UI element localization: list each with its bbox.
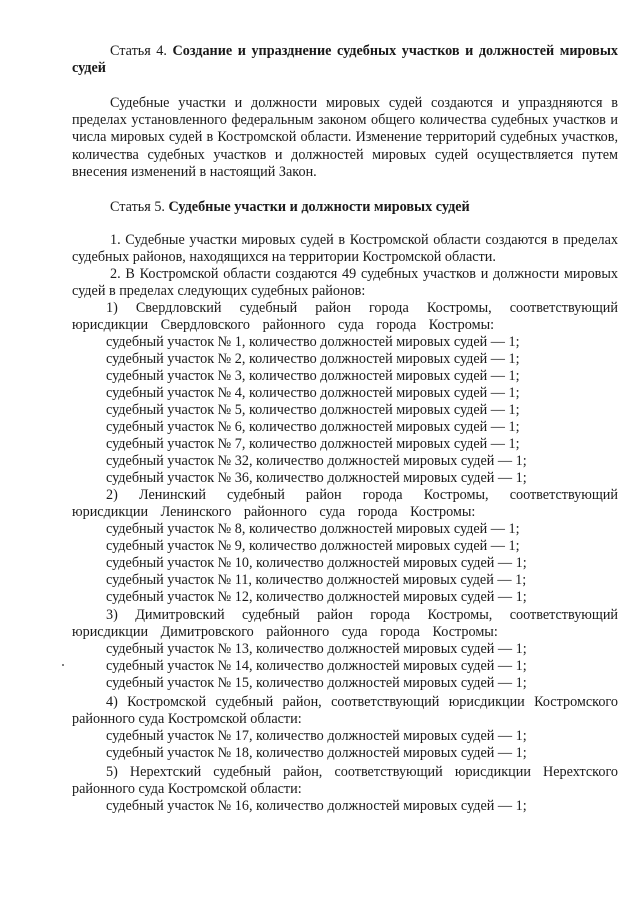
court-site-line: судебный участок № 2, количество должностей мировых судей — 1; — [106, 351, 520, 367]
article-5-paragraph-2: 2. В Костромской области создаются 49 судебных участков и должности мировых судей в пределах следующих судебных районов: — [72, 266, 618, 300]
court-site-line: судебный участок № 36, количество должностей мировых судей — 1; — [106, 470, 527, 486]
court-site-line: судебный участок № 18, количество должностей мировых судей — 1; — [106, 745, 527, 761]
court-site-line: судебный участок № 3, количество должностей мировых судей — 1; — [106, 368, 520, 384]
court-site-line: судебный участок № 17, количество должностей мировых судей — 1; — [106, 728, 527, 744]
court-site-line: судебный участок № 13, количество должностей мировых судей — 1; — [106, 641, 527, 657]
article-5-title: Судебные участки и должности мировых судей — [168, 199, 470, 215]
court-site-line: судебный участок № 7, количество должностей мировых судей — 1; — [106, 436, 520, 452]
district-5-title: 5) Нерехтский судебный район, соответствующий юрисдикции Нерехтского районного суда Костромской области: — [72, 764, 618, 797]
article-5-number: Статья 5. — [110, 199, 165, 215]
court-site-line: судебный участок № 10, количество должностей мировых судей — 1; — [106, 555, 527, 571]
court-site-line: судебный участок № 1, количество должностей мировых судей — 1; — [106, 334, 520, 350]
article-4-text: Судебные участки и должности мировых судей создаются и упраздняются в пределах установленного федеральным законом общего количества судебных участков и числа мировых судей в Костромской области. Изменение территорий судебных участков, количества судебных участков и должностей мировых судей осуществляется путем внесения изменений в настоящий Закон. — [72, 95, 618, 180]
article-4-number: Статья 4. — [110, 43, 167, 59]
court-site-line: судебный участок № 12, количество должностей мировых судей — 1; — [106, 589, 527, 605]
district-1-title: 1) Свердловский судебный район города Костромы, соответствующий юрисдикции Свердловского районного суда города Костромы: — [72, 300, 618, 333]
court-site-line: судебный участок № 6, количество должностей мировых судей — 1; — [106, 419, 520, 435]
article-5-paragraph-1: 1. Судебные участки мировых судей в Костромской области создаются в пределах судебных районов, находящихся на территории Костромской области. — [72, 232, 618, 266]
article-4-title: Создание и упразднение судебных участков и должностей мировых судей — [72, 43, 619, 76]
court-site-line: судебный участок № 4, количество должностей мировых судей — 1; — [106, 385, 520, 401]
district-3-title: 3) Димитровский судебный район города Костромы, соответствующий юрисдикции Димитровского районного суда города Костромы: — [72, 607, 618, 640]
article-5-heading — [72, 199, 618, 216]
article-4-heading — [72, 43, 618, 77]
court-site-line: судебный участок № 9, количество должностей мировых судей — 1; — [106, 538, 520, 554]
court-site-line: судебный участок № 32, количество должностей мировых судей — 1; — [106, 453, 527, 469]
court-site-line: судебный участок № 5, количество должностей мировых судей — 1; — [106, 402, 520, 418]
district-2-title: 2) Ленинский судебный район города Костромы, соответствующий юрисдикции Ленинского районного суда города Костромы: — [72, 487, 618, 520]
district-4-title: 4) Костромской судебный район, соответствующий юрисдикции Костромского районного суда Костромской области: — [72, 694, 618, 727]
court-site-line: судебный участок № 14, количество должностей мировых судей — 1; — [106, 658, 527, 674]
court-site-line: судебный участок № 15, количество должностей мировых судей — 1; — [106, 675, 527, 691]
court-site-line: судебный участок № 8, количество должностей мировых судей — 1; — [106, 521, 520, 537]
scan-speck — [62, 664, 64, 666]
court-site-line: судебный участок № 11, количество должностей мировых судей — 1; — [106, 572, 527, 588]
court-site-line: судебный участок № 16, количество должностей мировых судей — 1; — [106, 798, 527, 814]
